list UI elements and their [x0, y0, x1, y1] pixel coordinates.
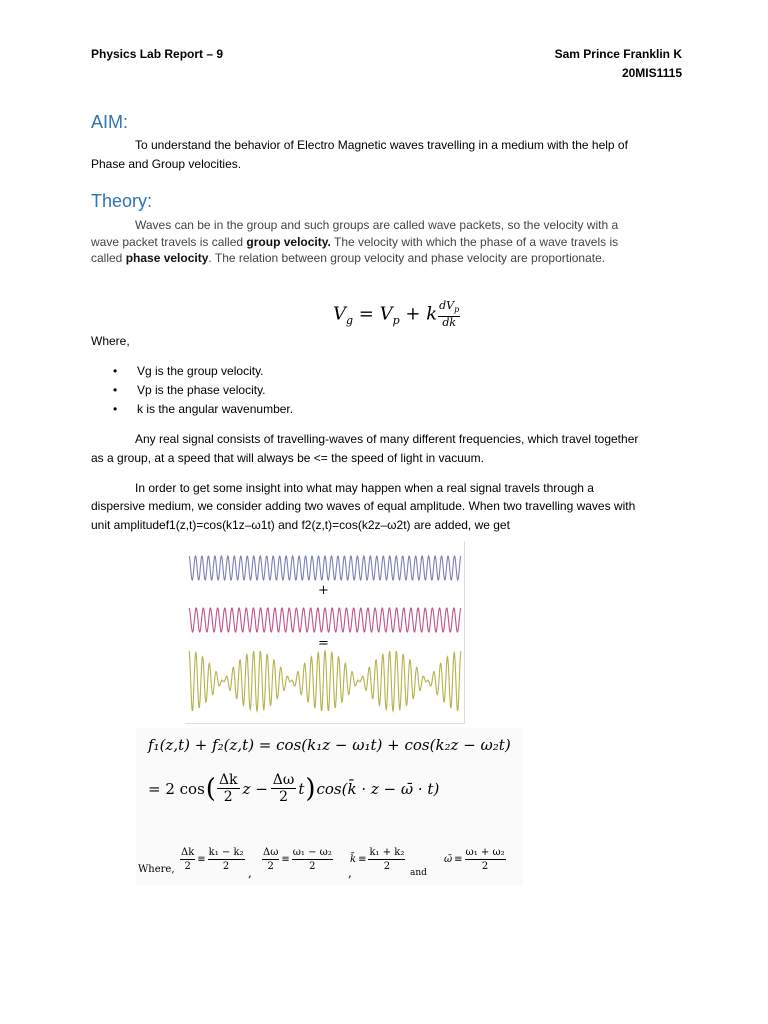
where-label: Where,: [91, 334, 130, 348]
equation-line-2: = 2 cos ( Δk 2 z − $\frac{\Delta\omega}{2}$ t ) cos(k̄ · z − ω̄ · t): [148, 772, 440, 805]
aim-heading: AIM:: [91, 112, 129, 132]
def-delta-omega: Δω 2 ≡ ω₁ − ω₂ 2: [263, 847, 332, 872]
theory-p1-line2: wave packet travels is called group velocity. The velocity with which the phase of a wave travels is: [91, 235, 619, 249]
list-item: • Vp is the phase velocity.: [113, 381, 293, 400]
group-velocity-formula: $V_g = V_p + k$ $dV_p$ dk: [333, 299, 460, 330]
plus-symbol: +: [318, 583, 329, 598]
equation-line-1: f₁(z,t) + f₂(z,t) = cos(k₁z − ω₁t) + cos(k₂z − ω₂t): [148, 736, 511, 754]
where-label-equations: Where,: [138, 864, 175, 875]
definitions-row: Where, Δk 2 ≡ k₁ − k₂ 2 , Δω 2 ≡ ω₁ − ω₂ 2 , k̄ ≡ k₁ + k₂ 2 and ω̄ ≡ ω₁ + ω₂ 2: [138, 847, 505, 880]
wave-1-line: [189, 556, 461, 580]
report-title: Physics Lab Report – 9: [91, 47, 224, 61]
theory-p2-line1: Any real signal consists of travelling-waves of many different frequencies, which travel together: [135, 432, 639, 446]
def-delta-k: Δk 2 ≡ k₁ − k₂ 2: [181, 847, 244, 872]
aim-text-line2: Phase and Group velocities.: [91, 157, 242, 171]
list-item: • k is the angular wavenumber.: [113, 400, 293, 419]
wave-sum-equations: [136, 728, 523, 886]
theory-p3-line1: In order to get some insight into what may happen when a real signal travels through a: [135, 481, 594, 495]
list-item: • Vg is the group velocity.: [113, 362, 293, 381]
sum-wave-line: [189, 651, 461, 711]
def-omega-bar: ω̄ ≡ ω₁ + ω₂ 2: [444, 847, 505, 872]
theory-p2-line2: as a group, at a speed that will always be <= the speed of light in vacuum.: [91, 451, 484, 465]
theory-p3-line2: dispersive medium, we consider adding two waves of equal amplitude. When two travelling waves with: [91, 499, 636, 513]
theory-heading: Theory:: [91, 191, 153, 211]
theory-p3-line3: unit amplitudef1(z,t)=cos(k1z–ω1t) and f2(z,t)=cos(k2z–ω2t) are added, we get: [91, 518, 510, 532]
and-label: and: [410, 868, 427, 878]
equals-symbol: =: [318, 636, 329, 651]
wave-2-line: [189, 608, 461, 632]
wave-superposition-figure: [185, 541, 465, 724]
wave-superposition-svg: [185, 541, 464, 723]
phase-velocity-term: phase velocity: [125, 251, 209, 265]
variable-list: [113, 362, 293, 419]
author-name: Sam Prince Franklin K: [554, 47, 682, 61]
def-k-bar: k̄ ≡ k₁ + k₂ 2: [350, 847, 405, 872]
group-velocity-term: group velocity.: [246, 235, 331, 249]
author-id: 20MIS1115: [621, 66, 682, 80]
aim-text-line1: To understand the behavior of Electro Magnetic waves travelling in a medium with the help of: [135, 138, 628, 152]
theory-p1-line1: Waves can be in the group and such groups are called wave packets, so the velocity with a: [135, 218, 619, 232]
theory-p1-line3: called phase velocity. The relation between group velocity and phase velocity are proportionate.: [91, 251, 606, 265]
